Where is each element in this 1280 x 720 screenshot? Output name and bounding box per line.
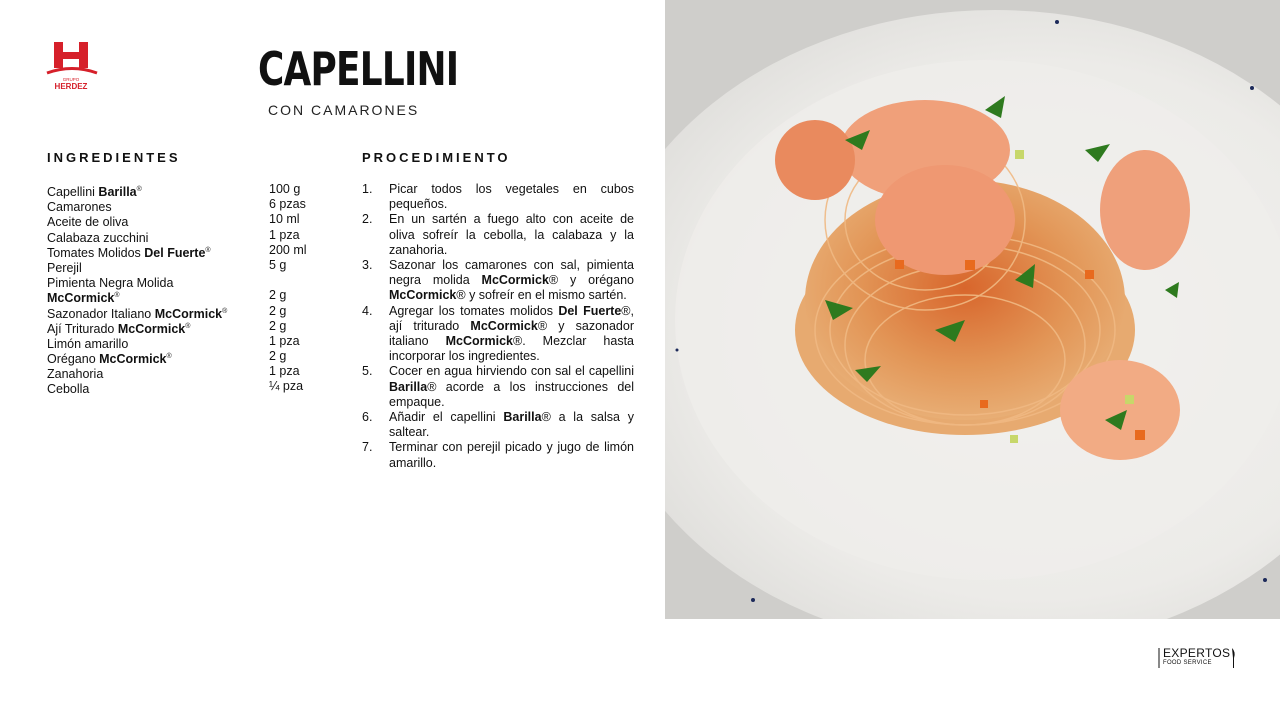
ingredient-row: [47, 228, 317, 243]
ingredient-row: [47, 333, 317, 352]
ingredient-brand: McCormick: [47, 291, 115, 306]
ingredient-qty: 2 g: [269, 318, 287, 333]
ingredient-name: Zanahoria: [47, 367, 104, 382]
knife-icon: [1231, 648, 1236, 668]
ingredient-row: [47, 379, 317, 397]
ingredient-brand: McCormick: [99, 352, 167, 367]
ingredient-row: [47, 212, 317, 230]
procedure-heading: PROCEDIMIENTO: [362, 150, 511, 165]
step-number: 1.: [362, 182, 373, 196]
ingredient-name: Limón amarillo: [47, 337, 129, 352]
ingredient-name: Aceite de oliva: [47, 215, 129, 230]
ingredient-name: Sazonador Italiano McCormick®: [47, 306, 228, 321]
ingredient-qty: 200 ml: [269, 242, 307, 257]
logo-name: HERDEZ: [54, 82, 88, 91]
procedure-step: [362, 440, 634, 470]
ingredient-row: [47, 197, 317, 215]
procedure-step: [362, 410, 634, 440]
procedure-step: [362, 258, 634, 304]
procedure-step: [362, 182, 634, 212]
ingredient-row: [47, 182, 317, 200]
ingredient-name: Orégano McCormick®: [47, 352, 172, 367]
ingredients-heading: INGREDIENTES: [47, 150, 181, 165]
fork-icon: [1157, 648, 1161, 668]
step-number: 7.: [362, 440, 373, 455]
ingredient-row: [47, 304, 317, 319]
ingredient-brand: McCormick: [154, 306, 223, 321]
ingredient-name: Camarones: [47, 200, 112, 215]
ingredient-qty: 6 pzas: [269, 197, 306, 212]
ingredient-name: Cebolla: [47, 382, 90, 397]
ingredient-row: [47, 349, 317, 367]
ingredient-name: Pimienta Negra Molida: [47, 276, 174, 291]
procedure-step: [362, 364, 634, 410]
ingredient-qty: 1 pza: [269, 333, 300, 348]
step-number: 2.: [362, 212, 373, 227]
ingredient-row: [47, 243, 317, 258]
ingredients-list: [47, 182, 317, 395]
step-number: 4.: [362, 303, 373, 318]
ingredient-name: Calabaza zucchini: [47, 230, 149, 245]
ingredient-name: Perejil: [47, 261, 82, 276]
food-service-label: FOOD SERVICE: [1163, 660, 1212, 666]
ingredient-row: [47, 319, 317, 334]
step-number: 6.: [362, 410, 373, 425]
step-text: Terminar con perejil picado y jugo de limón amarillo.: [389, 440, 634, 470]
ingredient-row: [47, 364, 317, 382]
ingredient-row: [47, 257, 317, 276]
ingredient-qty: 1 pza: [269, 227, 300, 242]
step-text: Sazonar los camarones con sal, pimienta negra molida McCormick® y orégano McCormick® y sofreír en el mismo sartén.: [389, 258, 634, 303]
ingredient-qty: 1 pza: [269, 364, 300, 379]
ingredient-qty: 10 ml: [269, 212, 300, 227]
procedure-step: [362, 212, 634, 258]
step-text: En un sartén a fuego alto con aceite de oliva sofreír la cebolla, la calabaza y la zanahoria.: [389, 212, 634, 257]
expertos-label: EXPERTOS: [1163, 646, 1231, 660]
step-text: Agregar los tomates molidos Del Fuerte®, ají triturado McCormick® y sazonador italiano McCormick®. Mezclar hasta incorporar los ingredientes.: [389, 303, 634, 364]
dish-photo: [665, 0, 1280, 619]
ingredient-name: Capellini Barilla®: [47, 185, 142, 200]
ingredient-qty: 5 g: [269, 257, 287, 272]
step-text: Picar todos los vegetales en cubos pequeños.: [389, 182, 634, 212]
ingredient-qty: 2 g: [269, 288, 287, 303]
ingredient-row: [47, 273, 317, 291]
ingredient-qty: 2 g: [269, 349, 287, 364]
herdez-logo: [46, 40, 98, 92]
recipe-title: CAPELLINI: [258, 42, 459, 96]
ingredient-brand: Del Fuerte: [144, 245, 206, 260]
ingredient-name: Ají Triturado McCormick®: [47, 321, 191, 336]
ingredient-name: McCormick®: [47, 291, 120, 306]
ingredient-brand: McCormick: [117, 321, 186, 336]
ingredient-qty: 100 g: [269, 182, 301, 196]
ingredient-qty: 2 g: [269, 303, 287, 318]
step-number: 3.: [362, 258, 373, 273]
ingredient-brand: Barilla: [98, 185, 137, 200]
step-text: Añadir el capellini Barilla® a la salsa y saltear.: [389, 410, 634, 440]
ingredient-row: [47, 288, 317, 306]
expertos-food-service-logo: [1157, 646, 1237, 670]
procedure-step: [362, 304, 634, 365]
procedure-list: [362, 182, 634, 471]
step-text: Cocer en agua hirviendo con sal el capellini Barilla® acorde a los instrucciones del empaque.: [389, 364, 634, 409]
logo-sub: GRUPO: [62, 77, 80, 82]
ingredient-name: Tomates Molidos Del Fuerte®: [47, 245, 211, 260]
ingredient-qty: ¼ pza: [269, 379, 304, 394]
recipe-subtitle: CON CAMARONES: [268, 102, 420, 118]
step-number: 5.: [362, 364, 373, 379]
